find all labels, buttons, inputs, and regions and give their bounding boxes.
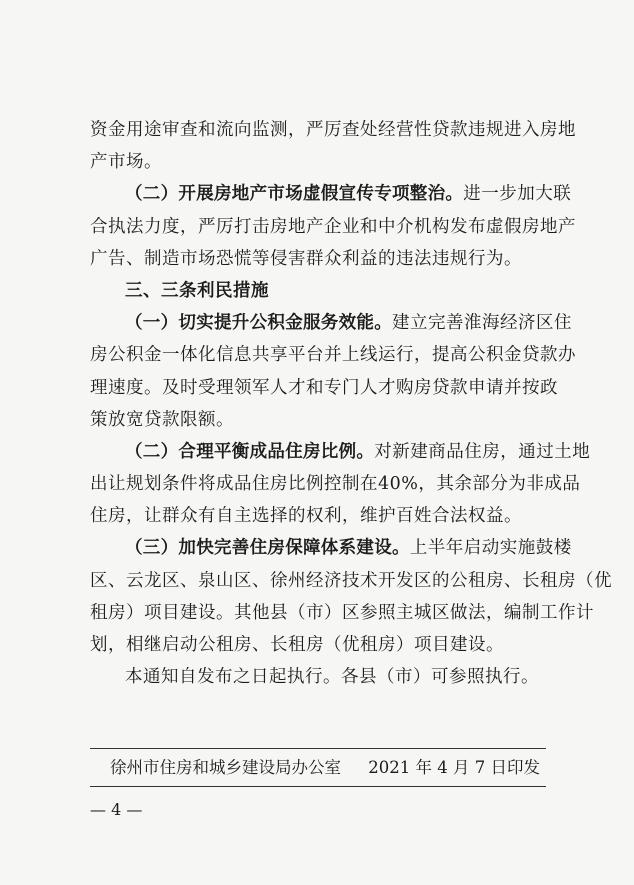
closing-line: 本通知自发布之日起执行。各县（市）可参照执行。: [125, 667, 539, 688]
section-heading: 三、三条利民措施: [125, 280, 269, 301]
body-line: 合执法力度，严厉打击房地产企业和中介机构发布虚假房地产: [90, 216, 576, 237]
issue-date: 2021 年 4 月 7 日印发: [368, 758, 540, 777]
body-line: 划，相继启动公租房、长租房（优租房）项目建设。: [90, 635, 504, 655]
body-line: 策放宽贷款限额。: [90, 409, 234, 430]
paragraph-text: 上半年启动实施鼓楼: [409, 538, 572, 559]
body-line: 区、云龙区、泉山区、徐州经济技术开发区的公租房、长租房（优: [90, 570, 612, 591]
body-line: 广告、制造市场恐慌等侵害群众利益的违法违规行为。: [90, 248, 522, 269]
issuer-name: 徐州市住房和城乡建设局办公室: [110, 758, 341, 777]
page-number: — 4 —: [90, 800, 143, 819]
paragraph-text: 进一步加大联: [463, 184, 572, 205]
document-body: [90, 114, 612, 693]
paragraph-line: [90, 532, 572, 564]
subheading: （二）合理平衡成品住房比例。: [125, 441, 375, 462]
subheading: （二）开展房地产市场虚假宣传专项整治。: [125, 184, 464, 205]
body-line: 出让规划条件将成品住房比例控制在40%，其余部分为非成品: [90, 474, 581, 495]
footer-top-rule: [90, 748, 546, 749]
subheading: （一）切实提升公积金服务效能。: [125, 313, 392, 334]
body-line: 产市场。: [90, 152, 162, 173]
body-line: 房公积金一体化信息共享平台并上线运行，提高公积金贷款办: [90, 345, 576, 366]
subheading: （三）加快完善住房保障体系建设。: [125, 538, 410, 559]
body-line: 住房，让群众有自主选择的权利，维护百姓合法权益。: [90, 506, 522, 527]
body-line: 租房）项目建设。其他县（市）区参照主城区做法，编制工作计: [90, 602, 594, 623]
issuance-footer: [110, 754, 540, 782]
paragraph-line: [90, 178, 572, 210]
paragraph-text: 建立完善淮海经济区住: [392, 313, 572, 334]
body-line: 理速度。及时受理领军人才和专门人才购房贷款申请并按政: [90, 377, 558, 398]
paragraph-line: [90, 436, 591, 468]
footer-bottom-rule: [90, 786, 546, 787]
paragraph-text: 对新建商品住房，通过土地: [374, 441, 591, 462]
paragraph-line: [90, 307, 572, 339]
body-line: 资金用途审查和流向监测，严厉查处经营性贷款违规进入房地: [90, 120, 576, 140]
